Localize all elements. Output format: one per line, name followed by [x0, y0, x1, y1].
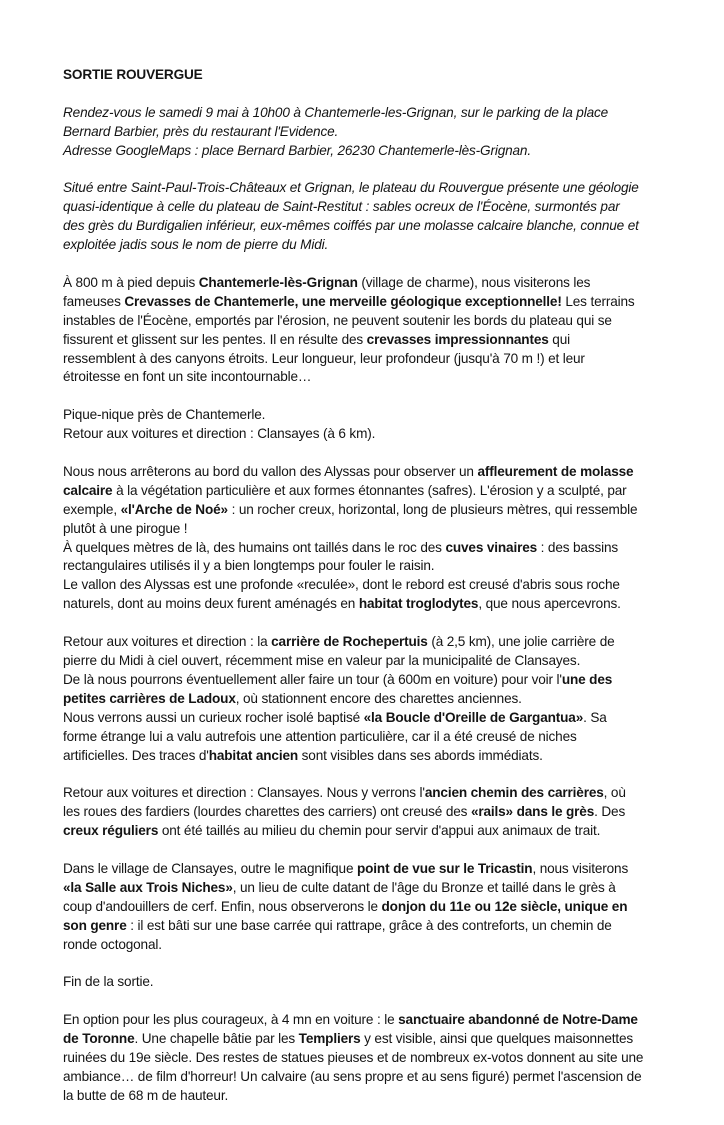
- bold-text: une des: [561, 671, 613, 687]
- text-run: Nous verrons aussi un curieux rocher isolé baptisé: [63, 709, 364, 725]
- text-run: Retour aux voitures et direction : Clansayes. Nous y verrons l': [63, 785, 425, 801]
- text-run: Dans le village de Clansayes, outre le magnifique: [63, 860, 357, 876]
- text-run: , où stationnent encore des charettes anciennes.: [235, 690, 522, 706]
- bold-text: Crevasses de Chantemerle, une merveille géologique exceptionnelle!: [124, 293, 562, 309]
- text-line: [63, 331, 673, 350]
- text-run: y est visible, ainsi que quelques maisonnettes: [360, 1031, 634, 1047]
- text-run: forme étrange lui a valu autrefois une attention particulière, car il a été creusé de niches: [63, 728, 577, 744]
- text-line: [63, 463, 673, 482]
- paragraph: [63, 973, 673, 992]
- paragraph: [63, 860, 673, 955]
- bold-text: donjon du 11e ou 12e siècle, unique en: [381, 898, 628, 914]
- bold-text: affleurement de molasse: [477, 463, 634, 479]
- text-line: [63, 576, 673, 595]
- text-run: qui: [548, 331, 570, 347]
- text-run: Retour aux voitures et direction : la: [63, 634, 272, 650]
- paragraph: [63, 784, 673, 841]
- text-run: : il est bâti sur une base carrée qui rattrape, grâce à des contreforts, un chemin de: [126, 917, 612, 933]
- text-line: [63, 803, 673, 822]
- text-line: [63, 973, 673, 992]
- text-line: [63, 368, 673, 387]
- text-run: ruinées du 19e siècle. Des restes de statues pieuses et de nombreux ex-votos donnent au site une: [63, 1049, 644, 1065]
- text-run: (village de charme), nous visiterons les: [357, 274, 591, 290]
- text-line: [63, 274, 673, 293]
- text-run: à la végétation particulière et aux formes étonnantes (safres). L'érosion y a sculpté, par: [112, 482, 627, 498]
- text-run: Pique-nique près de Chantemerle.: [63, 407, 266, 423]
- text-run: ronde octogonal.: [63, 936, 162, 952]
- bold-text: crevasses impressionnantes: [366, 331, 549, 347]
- text-run: ambiance… de film d'horreur! Un calvaire (au sens propre et au sens figuré) permet l'ascension de: [63, 1068, 642, 1084]
- paragraph: [63, 104, 673, 161]
- bold-text: petites carrières de Ladoux: [63, 690, 236, 706]
- text-run: Retour aux voitures et direction : Clansayes (à 6 km).: [63, 426, 376, 442]
- document-body: [63, 104, 673, 1106]
- text-line: [63, 595, 673, 614]
- text-line: [63, 879, 673, 898]
- text-line: [63, 1011, 673, 1030]
- paragraph: [63, 633, 673, 765]
- bold-text: Templiers: [298, 1031, 361, 1047]
- bold-text: «la Salle aux Trois Niches»: [63, 879, 233, 895]
- text-line: [63, 784, 673, 803]
- bold-text: cuves vinaires: [445, 539, 538, 555]
- text-run: Adresse GoogleMaps : place Bernard Barbier, 26230 Chantemerle-lès-Grignan.: [63, 142, 531, 158]
- text-run: rectangulaires utilisés il y a bien longtemps pour fouler le raisin.: [63, 558, 435, 574]
- text-line: [63, 917, 673, 936]
- bold-text: «l'Arche de Noé»: [120, 501, 228, 517]
- text-run: . Une chapelle bâtie par les: [134, 1031, 299, 1047]
- text-line: [63, 236, 673, 255]
- text-line: [63, 728, 673, 747]
- text-run: , que nous apercevrons.: [478, 596, 621, 612]
- paragraph: [63, 274, 673, 387]
- text-run: la butte de 68 m de hauteur.: [63, 1087, 229, 1103]
- text-line: [63, 350, 673, 369]
- document-title: SORTIE ROUVERGUE: [63, 67, 203, 82]
- text-line: [63, 557, 673, 576]
- text-run: Fin de la sortie.: [63, 974, 154, 990]
- text-run: De là nous pourrons éventuellement aller faire un tour (à 600m en voiture) pour voir l': [63, 671, 562, 687]
- text-run: exemple,: [63, 501, 121, 517]
- text-run: . Des: [594, 804, 626, 820]
- text-line: [63, 501, 673, 520]
- text-run: artificielles. Des traces d': [63, 747, 209, 763]
- text-run: , nous visiterons: [532, 860, 629, 876]
- text-run: Rendez-vous le samedi 9 mai à 10h00 à Chantemerle-les-Grignan, sur le parking de la place: [63, 104, 609, 120]
- bold-text: calcaire: [63, 482, 113, 498]
- text-line: [63, 652, 673, 671]
- text-run: des grès du Burdigalien inférieur, eux-mêmes coiffés par une molasse calcaire blanche, connue et: [63, 218, 639, 234]
- text-run: exploitée jadis sous le nom de pierre du Midi.: [63, 237, 329, 253]
- text-line: [63, 709, 673, 728]
- paragraph: [63, 179, 673, 255]
- text-run: À quelques mètres de là, des humains ont taillés dans le roc des: [63, 539, 446, 555]
- text-run: ont été taillés au milieu du chemin pour servir d'appui aux animaux de trait.: [158, 823, 601, 839]
- text-line: [63, 142, 673, 161]
- bold-text: sanctuaire abandonné de Notre-Dame: [398, 1012, 638, 1028]
- text-run: instables de l'Éocène, emportés par l'érosion, ne peuvent soutenir les bords du plateau qui se: [63, 312, 612, 328]
- bold-text: ancien chemin des carrières: [424, 785, 604, 801]
- text-run: , où: [603, 785, 626, 801]
- text-line: [63, 822, 673, 841]
- text-run: En option pour les plus courageux, à 4 mn en voiture : le: [63, 1012, 399, 1028]
- text-run: : des bassins: [537, 539, 619, 555]
- text-line: [63, 104, 673, 123]
- bold-text: carrière de Rochepertuis: [271, 634, 428, 650]
- document-page: [63, 66, 673, 1125]
- text-line: [63, 1049, 673, 1068]
- text-run: , un lieu de culte datant de l'âge du Bronze et taillé dans le grès à: [232, 879, 616, 895]
- text-run: pierre du Midi à ciel ouvert, récemment mise en valeur par la municipalité de Clansayes.: [63, 653, 581, 668]
- text-line: [63, 123, 673, 142]
- bold-text: Chantemerle-lès-Grignan: [198, 274, 358, 290]
- text-line: [63, 1030, 673, 1049]
- text-line: [63, 936, 673, 955]
- bold-text: de Toronne: [63, 1031, 135, 1047]
- bold-text: habitat troglodytes: [358, 596, 479, 612]
- bold-text: point de vue sur le Tricastin: [357, 860, 533, 876]
- text-run: Le vallon des Alyssas est une profonde «reculée», dont le rebord est creusé d'abris sous roche: [63, 577, 620, 593]
- text-run: (à 2,5 km), une jolie carrière de: [427, 634, 615, 650]
- text-run: Situé entre Saint-Paul-Trois-Châteaux et Grignan, le plateau du Rouvergue présente une géologie: [63, 180, 639, 196]
- paragraph: [63, 406, 673, 444]
- text-run: fissurent et glissent sur les pentes. Il en résulte des: [63, 331, 367, 347]
- text-line: [63, 690, 673, 709]
- bold-text: «la Boucle d'Oreille de Gargantua»: [363, 709, 584, 725]
- text-run: étroitesse en font un site incontournable…: [63, 369, 312, 385]
- text-line: [63, 633, 673, 652]
- text-line: [63, 217, 673, 236]
- paragraph: [63, 463, 673, 614]
- text-line: [63, 482, 673, 501]
- text-run: Bernard Barbier, près du restaurant l'Evidence.: [63, 123, 339, 139]
- text-run: coup d'andouillers de cerf. Enfin, nous observerons le: [63, 898, 382, 914]
- text-run: Nous nous arrêterons au bord du vallon des Alyssas pour observer un: [63, 463, 478, 479]
- text-line: [63, 671, 673, 690]
- text-line: [63, 539, 673, 558]
- text-run: ressemblent à des canyons étroits. Leur longueur, leur profondeur (jusqu'à 70 m !) et leur: [63, 350, 585, 366]
- text-run: . Sa: [583, 709, 607, 725]
- text-line: [63, 747, 673, 766]
- text-line: [63, 520, 673, 539]
- text-line: [63, 406, 673, 425]
- text-run: les roues des fardiers (lourdes charettes des carriers) ont creusé des: [63, 804, 471, 820]
- bold-text: creux réguliers: [63, 823, 159, 839]
- text-run: quasi-identique à celle du plateau de Saint-Restitut : sables ocreux de l'Éocène, surmontés par: [63, 199, 620, 215]
- text-run: À 800 m à pied depuis: [63, 274, 199, 290]
- text-line: [63, 1068, 673, 1087]
- text-line: [63, 425, 673, 444]
- text-line: [63, 179, 673, 198]
- text-line: [63, 312, 673, 331]
- text-run: naturels, dont au moins deux furent aménagés en: [63, 596, 359, 612]
- bold-text: habitat ancien: [208, 747, 299, 763]
- text-run: Les terrains: [561, 293, 635, 309]
- text-run: : un rocher creux, horizontal, long de plusieurs mètres, qui ressemble: [227, 501, 638, 517]
- text-line: [63, 898, 673, 917]
- text-line: [63, 860, 673, 879]
- paragraph: [63, 1011, 673, 1106]
- text-run: fameuses: [63, 293, 125, 309]
- text-run: plutôt à une pirogue !: [63, 520, 188, 536]
- bold-text: son genre: [63, 917, 127, 933]
- text-line: [63, 293, 673, 312]
- bold-text: «rails» dans le grès: [470, 804, 595, 820]
- text-run: sont visibles dans ses abords immédiats.: [298, 747, 543, 763]
- text-line: [63, 1087, 673, 1106]
- text-line: [63, 198, 673, 217]
